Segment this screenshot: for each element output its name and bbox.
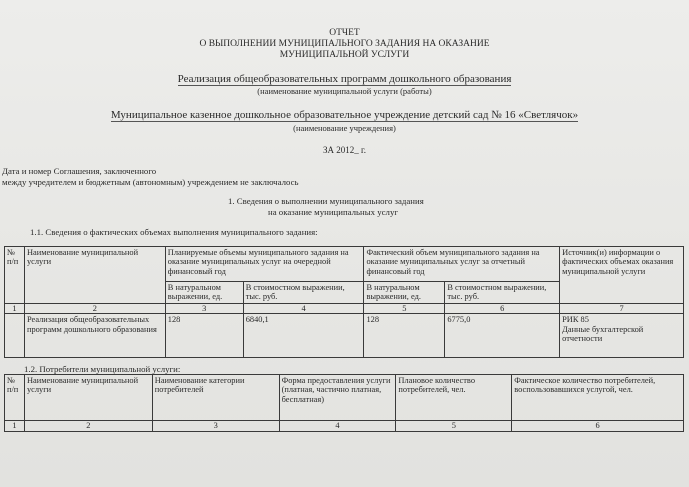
consumers-table bbox=[4, 374, 684, 432]
column-number: 6 bbox=[445, 303, 560, 313]
report-subtitle-2: МУНИЦИПАЛЬНОЙ УСЛУГИ bbox=[279, 50, 410, 60]
header-num: № п/п bbox=[5, 247, 25, 304]
service-caption: (наименование муниципальной услуги (работы) bbox=[257, 86, 432, 96]
column-number: 3 bbox=[152, 421, 279, 432]
institution-caption: (наименование учреждения) bbox=[293, 123, 396, 133]
column-number: 2 bbox=[24, 303, 165, 313]
institution-name-text: Муниципальное казенное дошкольное образовательное учреждение детский сад № 16 «Светлячок» bbox=[110, 109, 579, 121]
header-form: Форма предоставления услуги (платная, частично платная, бесплатная) bbox=[279, 375, 396, 421]
header-actual: Фактический объем муниципального задания на оказание муниципальных услуг за отчетный финансовый год bbox=[364, 247, 560, 282]
column-number: 1 bbox=[5, 303, 25, 313]
header-planned: Планируемые объемы муниципального задания на оказание муниципальных услуг на очередной финансовый год bbox=[165, 247, 364, 282]
row-service-name: Реализация общеобразовательных программ дошкольного образования bbox=[24, 314, 165, 358]
source-line-1: РИК 85 bbox=[562, 315, 589, 325]
actual-volumes-table bbox=[4, 246, 684, 358]
report-subtitle: О ВЫПОЛНЕНИИ МУНИЦИПАЛЬНОГО ЗАДАНИЯ НА ОКАЗАНИЕ bbox=[199, 39, 490, 49]
column-number: 1 bbox=[5, 421, 25, 432]
header-actual-cost: В стоимостном выражении, тыс. руб. bbox=[445, 282, 560, 304]
header-actual-natural: В натуральном выражении, ед. bbox=[364, 282, 445, 304]
row-planned-natural: 128 bbox=[165, 314, 243, 358]
report-period: ЗА 2012_ г. bbox=[323, 145, 366, 155]
service-name-text: Реализация общеобразовательных программ дошкольного образования bbox=[177, 73, 512, 85]
section12-subtitle: 1.2. Потребители муниципальной услуги: bbox=[24, 364, 181, 374]
column-number: 5 bbox=[396, 421, 512, 432]
header-planned-cost: В стоимостном выражении, тыс. руб. bbox=[243, 282, 364, 304]
row-num bbox=[5, 314, 25, 358]
institution-name bbox=[0, 109, 689, 121]
section1-title: 1. Сведения о выполнении муниципального задания bbox=[228, 196, 424, 206]
header-planned-natural: В натуральном выражении, ед. bbox=[165, 282, 243, 304]
row-actual-natural: 128 bbox=[364, 314, 445, 358]
column-number: 4 bbox=[279, 421, 396, 432]
table-row bbox=[5, 314, 684, 358]
agreement-line-2: между учредителем и бюджетным (автономным) учреждением не заключалось bbox=[2, 177, 299, 187]
column-number: 3 bbox=[165, 303, 243, 313]
header-num: № п/п bbox=[5, 375, 25, 421]
row-actual-cost: 6775,0 bbox=[445, 314, 560, 358]
header-service-name: Наименование муниципальной услуги bbox=[24, 247, 165, 304]
report-title: ОТЧЕТ bbox=[329, 28, 360, 38]
row-planned-cost: 6840,1 bbox=[243, 314, 364, 358]
agreement-line-1: Дата и номер Соглашения, заключенного bbox=[2, 166, 157, 176]
header-source: Источник(и) информации о фактических объемах оказания муниципальной услуги bbox=[560, 247, 684, 304]
header-planned-count: Плановое количество потребителей, чел. bbox=[396, 375, 512, 421]
service-name bbox=[0, 73, 689, 85]
row-source bbox=[560, 314, 684, 358]
source-line-2: Данные бухгалтерской отчетности bbox=[562, 324, 644, 344]
column-number: 2 bbox=[24, 421, 152, 432]
column-number: 7 bbox=[560, 303, 684, 313]
section11-subtitle: 1.1. Сведения о фактических объемах выполнения муниципального задания: bbox=[30, 227, 318, 237]
column-number: 4 bbox=[243, 303, 364, 313]
header-service-name: Наименование муниципальной услуги bbox=[24, 375, 152, 421]
section1-title-2: на оказание муниципальных услуг bbox=[268, 207, 398, 217]
header-category: Наименование категории потребителей bbox=[152, 375, 279, 421]
column-number: 6 bbox=[512, 421, 684, 432]
column-number: 5 bbox=[364, 303, 445, 313]
header-actual-count: Фактическое количество потребителей, воспользовавшихся услугой, чел. bbox=[512, 375, 684, 421]
